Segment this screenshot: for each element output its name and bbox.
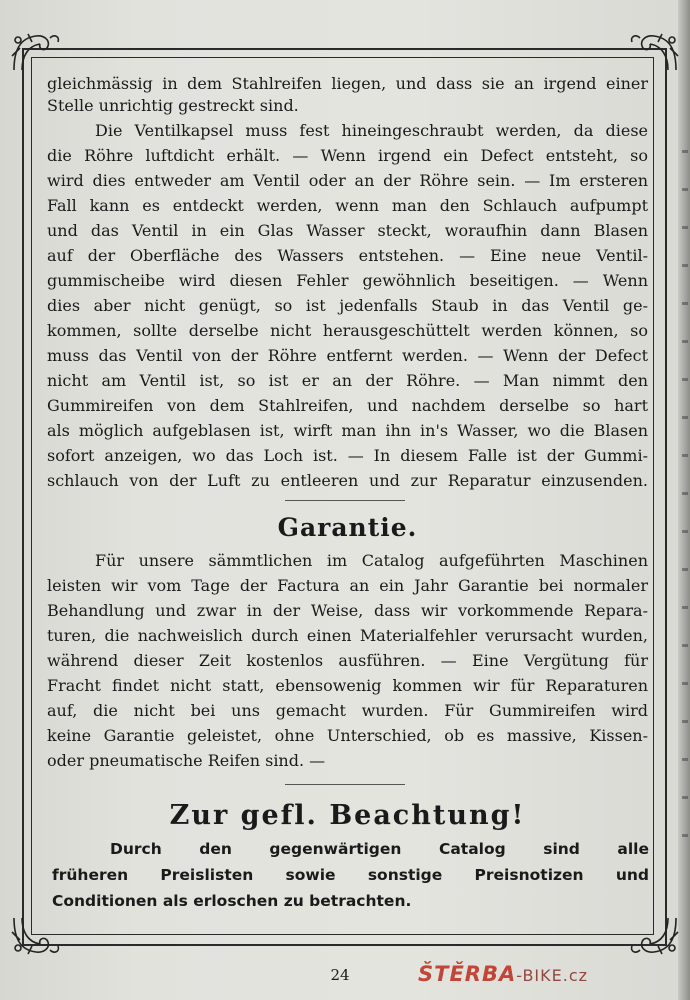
corner-ornament-icon [628,914,680,958]
garantie-text-line: Fracht findet nicht statt, ebensowenig kommen wir für Reparaturen [47,676,648,695]
beachtung-text-line: Durch den gegenwärtigen Catalog sind alle [110,840,649,858]
page-edge [678,0,690,1000]
watermark-logo [418,962,588,986]
beachtung-heading: Zur gefl. Beachtung! [169,800,526,831]
garantie-text-line: keine Garantie geleistet, ohne Unterschied, ob es massive, Kissen- [47,726,648,745]
body-text-line: kommen, sollte derselbe nicht herausgeschüttelt werden können, so [47,321,648,340]
garantie-text-line: oder pneumatische Reifen sind. — [47,751,326,770]
body-text-line: gleichmässig in dem Stahlreifen liegen, und dass sie an irgend einer [47,74,648,93]
beachtung-text-line: Conditionen als erloschen zu betrachten. [52,892,412,910]
section-divider [285,784,405,785]
body-text-line: muss das Ventil von der Röhre entfernt werden. — Wenn der Defect [47,346,648,365]
body-text-line: Die Ventilkapsel muss fest hineingeschraubt werden, da diese [95,121,648,140]
body-text-line: Fall kann es entdeckt werden, wenn man den Schlauch aufpumpt [47,196,648,215]
corner-ornament-icon [10,914,62,958]
body-text-line: und das Ventil in ein Glas Wasser steckt, woraufhin dann Blasen [47,221,648,240]
page-number: 24 [330,966,350,984]
garantie-text-line: Behandlung und zwar in der Weise, dass wir vorkommende Repara- [47,601,648,620]
garantie-text-line: Für unsere sämmtlichen im Catalog aufgeführten Maschinen [95,551,648,570]
watermark-suffix: -BIKE.cz [516,966,589,985]
body-text-line: als möglich aufgeblasen ist, wirft man ihn in's Wasser, wo die Blasen [47,421,648,440]
garantie-text-line: während dieser Zeit kostenlos ausführen. — Eine Vergütung für [47,651,648,670]
corner-ornament-icon [10,30,62,74]
garantie-heading: Garantie. [277,513,418,542]
garantie-text-line: turen, die nachweislich durch einen Materialfehler verursacht wurden, [47,626,648,645]
body-text-line: auf der Oberfläche des Wassers entstehen. — Eine neue Ventil- [47,246,648,265]
body-text-line: wird dies entweder am Ventil oder an der Röhre sein. — Im ersteren [47,171,648,190]
body-text-line: Stelle unrichtig gestreckt sind. [47,96,299,115]
body-text-line: die Röhre luftdicht erhält. — Wenn irgend ein Defect entsteht, so [47,146,648,165]
bleed-through-marks [682,150,688,850]
corner-ornament-icon [628,30,680,74]
watermark-brand: ŠTĚRBA [418,962,517,986]
beachtung-text-line: früheren Preislisten sowie sonstige Preisnotizen und [52,866,649,884]
body-text-line: nicht am Ventil ist, so ist er an der Röhre. — Man nimmt den [47,371,648,390]
body-text-line: gummischeibe wird diesen Fehler gewöhnlich beseitigen. — Wenn [47,271,648,290]
body-text-line: sofort anzeigen, wo das Loch ist. — In diesem Falle ist der Gummi- [47,446,648,465]
body-text-line: Gummireifen von dem Stahlreifen, und nachdem derselbe so hart [47,396,648,415]
garantie-text-line: auf, die nicht bei uns gemacht wurden. Für Gummireifen wird [47,701,648,720]
garantie-text-line: leisten wir vom Tage der Factura an ein Jahr Garantie bei normaler [47,576,648,595]
body-text-line: dies aber nicht genügt, so ist jedenfalls Staub in das Ventil ge- [47,296,648,315]
section-divider [285,500,405,501]
body-text-line: schlauch von der Luft zu entleeren und zur Reparatur einzusenden. [47,471,648,490]
